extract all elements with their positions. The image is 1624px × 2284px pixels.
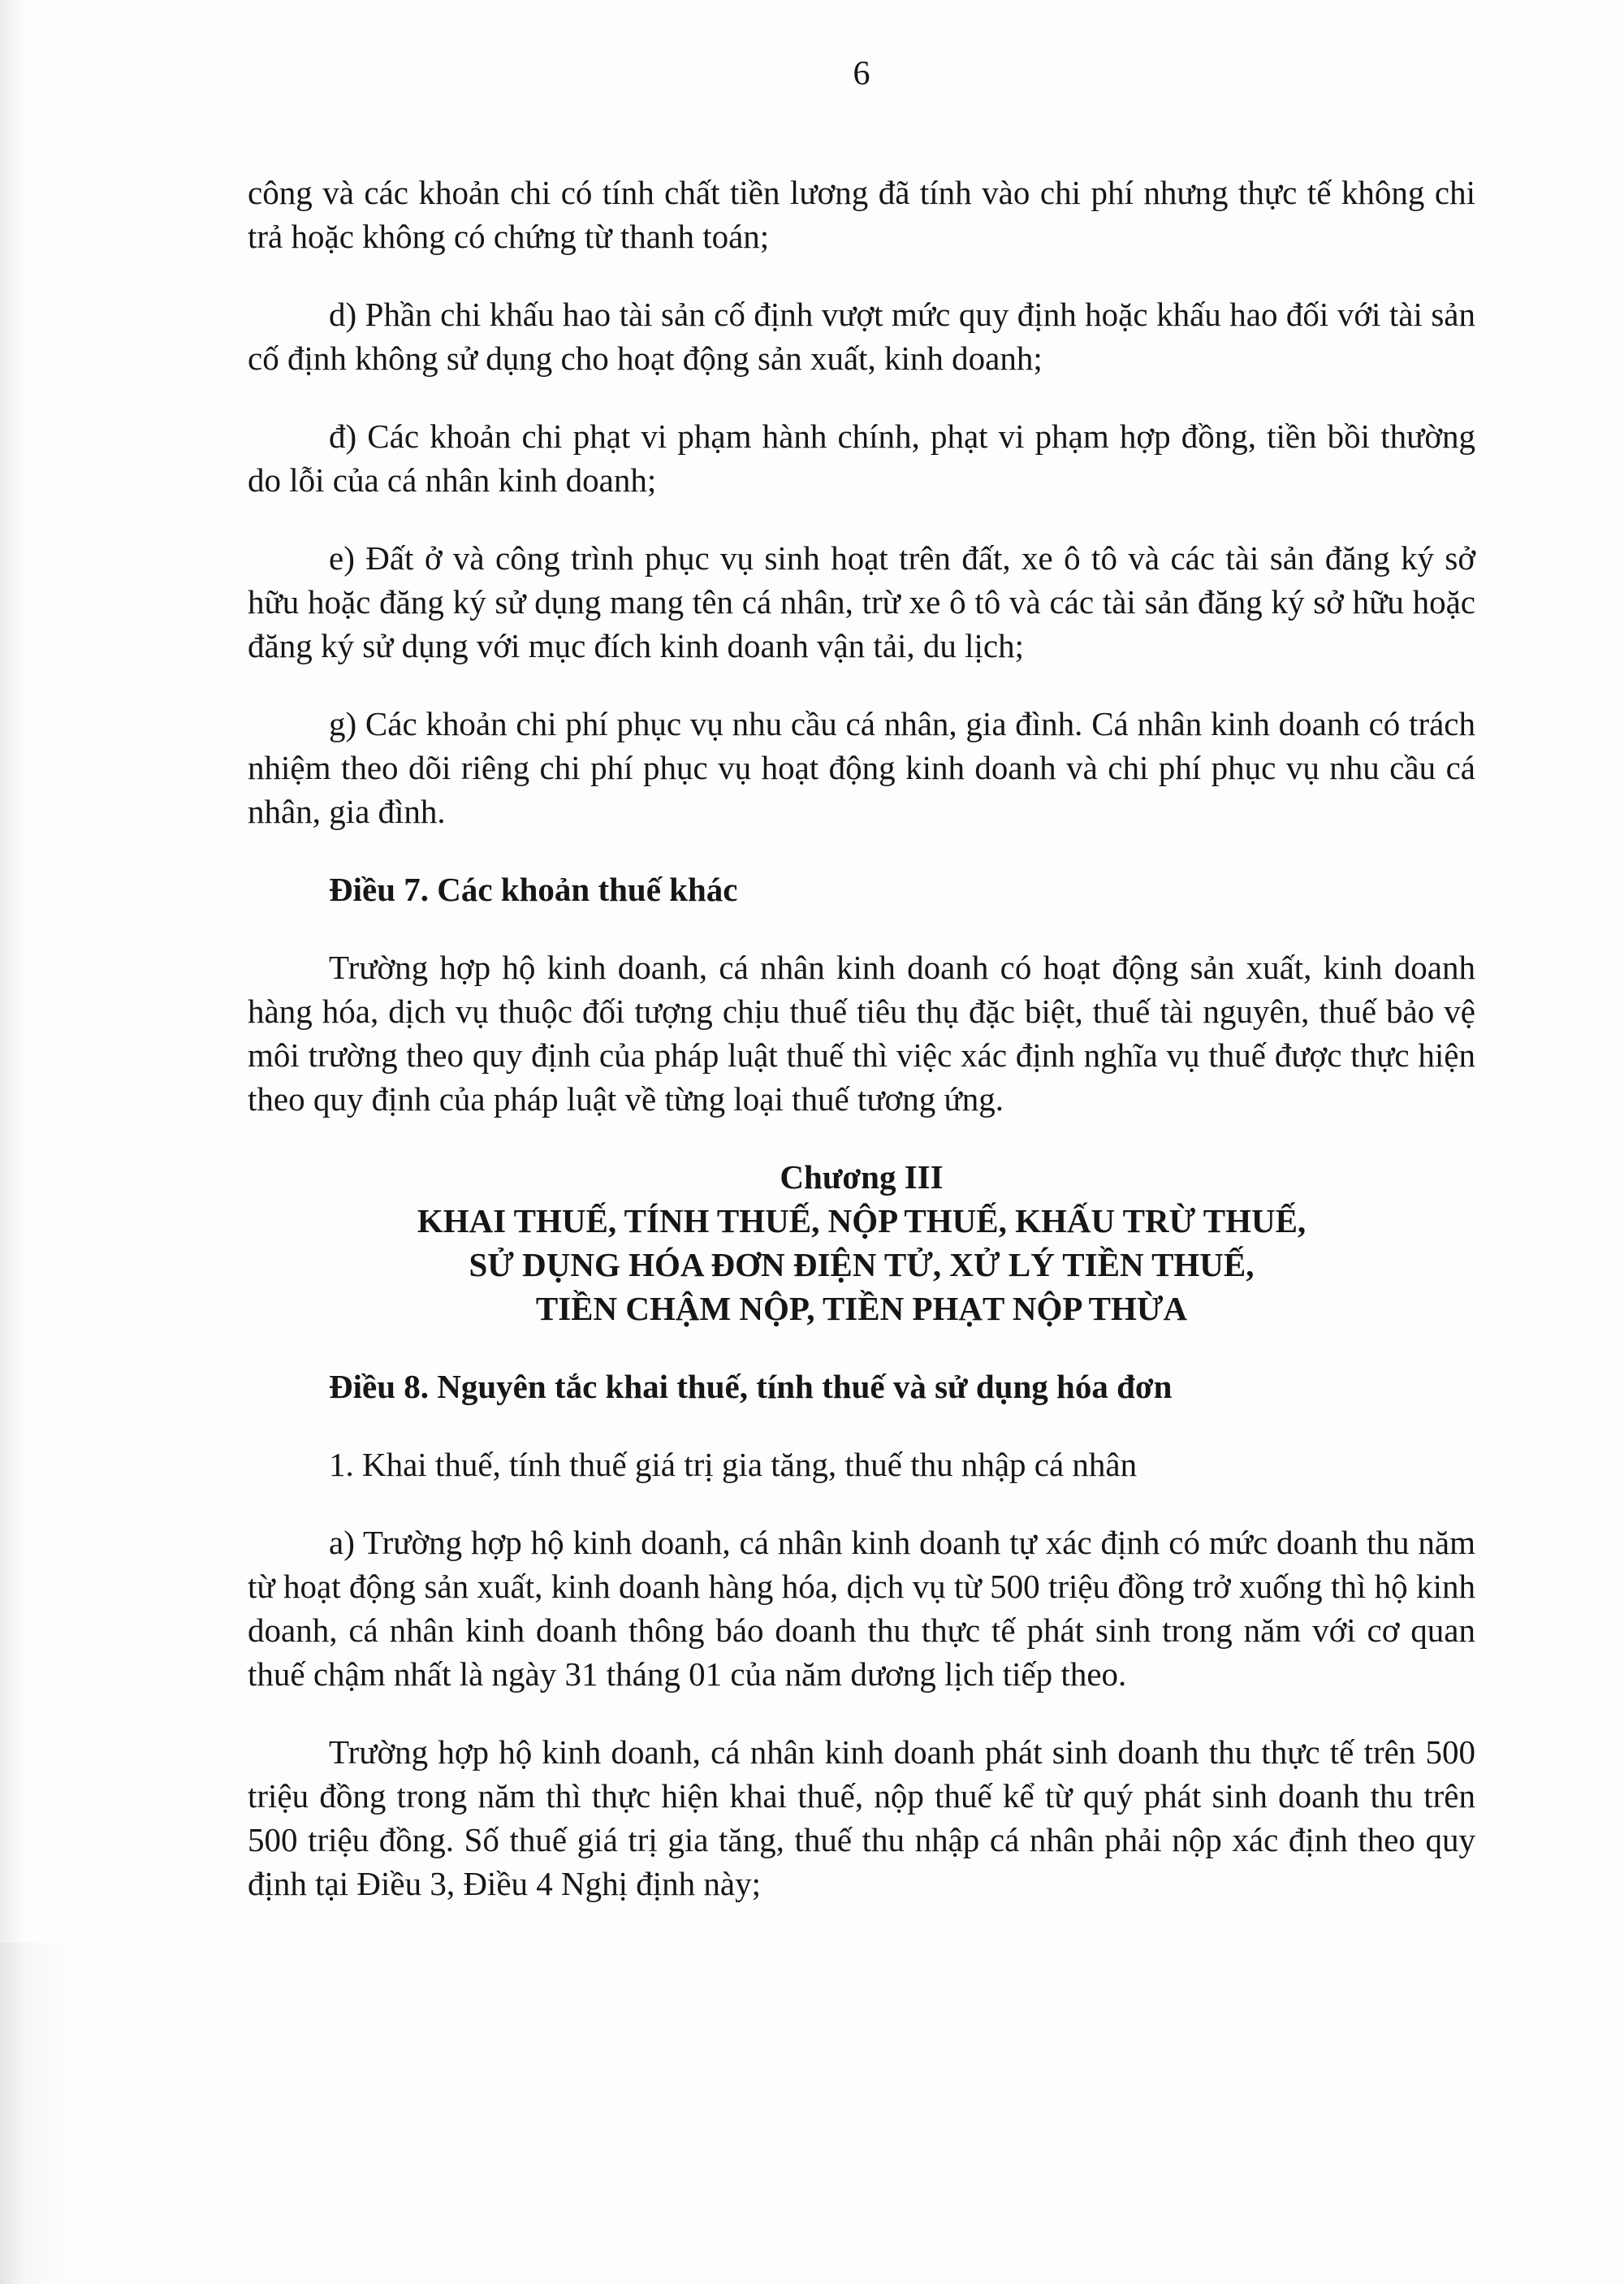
clause-a-second-paragraph: Trường hợp hộ kinh doanh, cá nhân kinh doanh phát sinh doanh thu thực tế trên 500 triệu đồng trong năm thì thực hiện khai thuế, nộp thuế kể từ quý phát sinh doanh thu trên 500 triệu đồng. Số thuế giá trị gia tăng, thuế thu nhập cá nhân phải nộp xác định theo quy định tại Điều 3, Điều 4 Nghị định này;	[248, 1733, 1475, 1902]
article-8-item-1-paragraph: 1. Khai thuế, tính thuế giá trị gia tăng, thuế thu nhập cá nhân	[329, 1446, 1138, 1483]
chapter-3-heading	[248, 1155, 1475, 1330]
scan-edge-artifact	[0, 0, 24, 2284]
page-content	[248, 54, 1475, 1940]
chapter-label: Chương III	[780, 1158, 944, 1196]
page-number: 6	[853, 55, 870, 93]
clause-d-paragraph: d) Phần chi khấu hao tài sản cố định vượt mức quy định hoặc khấu hao đối với tài sản cố định không sử dụng cho hoạt động sản xuất, kinh doanh;	[248, 296, 1475, 377]
paragraph-continued-from-previous-page: công và các khoản chi có tính chất tiền lương đã tính vào chi phí nhưng thực tế không chi trả hoặc không có chứng từ thanh toán;	[248, 174, 1475, 255]
clause-a-paragraph: a) Trường hợp hộ kinh doanh, cá nhân kinh doanh tự xác định có mức doanh thu năm từ hoạt động sản xuất, kinh doanh hàng hóa, dịch vụ từ 500 triệu đồng trở xuống thì hộ kinh doanh, cá nhân kinh doanh thông báo doanh thu thực tế phát sinh trong năm với cơ quan thuế chậm nhất là ngày 31 tháng 01 của năm dương lịch tiếp theo.	[248, 1524, 1475, 1693]
clause-e-paragraph: e) Đất ở và công trình phục vụ sinh hoạt trên đất, xe ô tô và các tài sản đăng ký sở hữu hoặc đăng ký sử dụng mang tên cá nhân, trừ xe ô tô và các tài sản đăng ký sở hữu hoặc đăng ký sử dụng với mục đích kinh doanh vận tải, du lịch;	[248, 539, 1475, 664]
chapter-title-line-2: SỬ DỤNG HÓA ĐƠN ĐIỆN TỬ, XỬ LÝ TIỀN THUẾ,	[469, 1246, 1255, 1283]
scan-smudge-artifact	[0, 1943, 97, 2284]
article-7-body-paragraph: Trường hợp hộ kinh doanh, cá nhân kinh doanh có hoạt động sản xuất, kinh doanh hàng hóa, dịch vụ thuộc đối tượng chịu thuế tiêu thụ đặc biệt, thuế tài nguyên, thuế bảo vệ môi trường theo quy định của pháp luật thuế thì việc xác định nghĩa vụ thuế được thực hiện theo quy định của pháp luật về từng loại thuế tương ứng.	[248, 949, 1475, 1118]
article-7-heading: Điều 7. Các khoản thuế khác	[329, 871, 738, 908]
article-8-heading: Điều 8. Nguyên tắc khai thuế, tính thuế và sử dụng hóa đơn	[329, 1368, 1173, 1405]
clause-g-paragraph: g) Các khoản chi phí phục vụ nhu cầu cá nhân, gia đình. Cá nhân kinh doanh có trách nhiệm theo dõi riêng chi phí phục vụ hoạt động kinh doanh và chi phí phục vụ nhu cầu cá nhân, gia đình.	[248, 705, 1475, 830]
chapter-title-line-3: TIỀN CHẬM NỘP, TIỀN PHẠT NỘP THỪA	[535, 1290, 1188, 1327]
chapter-title-line-1: KHAI THUẾ, TÍNH THUẾ, NỘP THUẾ, KHẤU TRỪ THUẾ,	[417, 1202, 1307, 1239]
clause-dd-paragraph: đ) Các khoản chi phạt vi phạm hành chính, phạt vi phạm hợp đồng, tiền bồi thường do lỗi của cá nhân kinh doanh;	[248, 417, 1475, 499]
